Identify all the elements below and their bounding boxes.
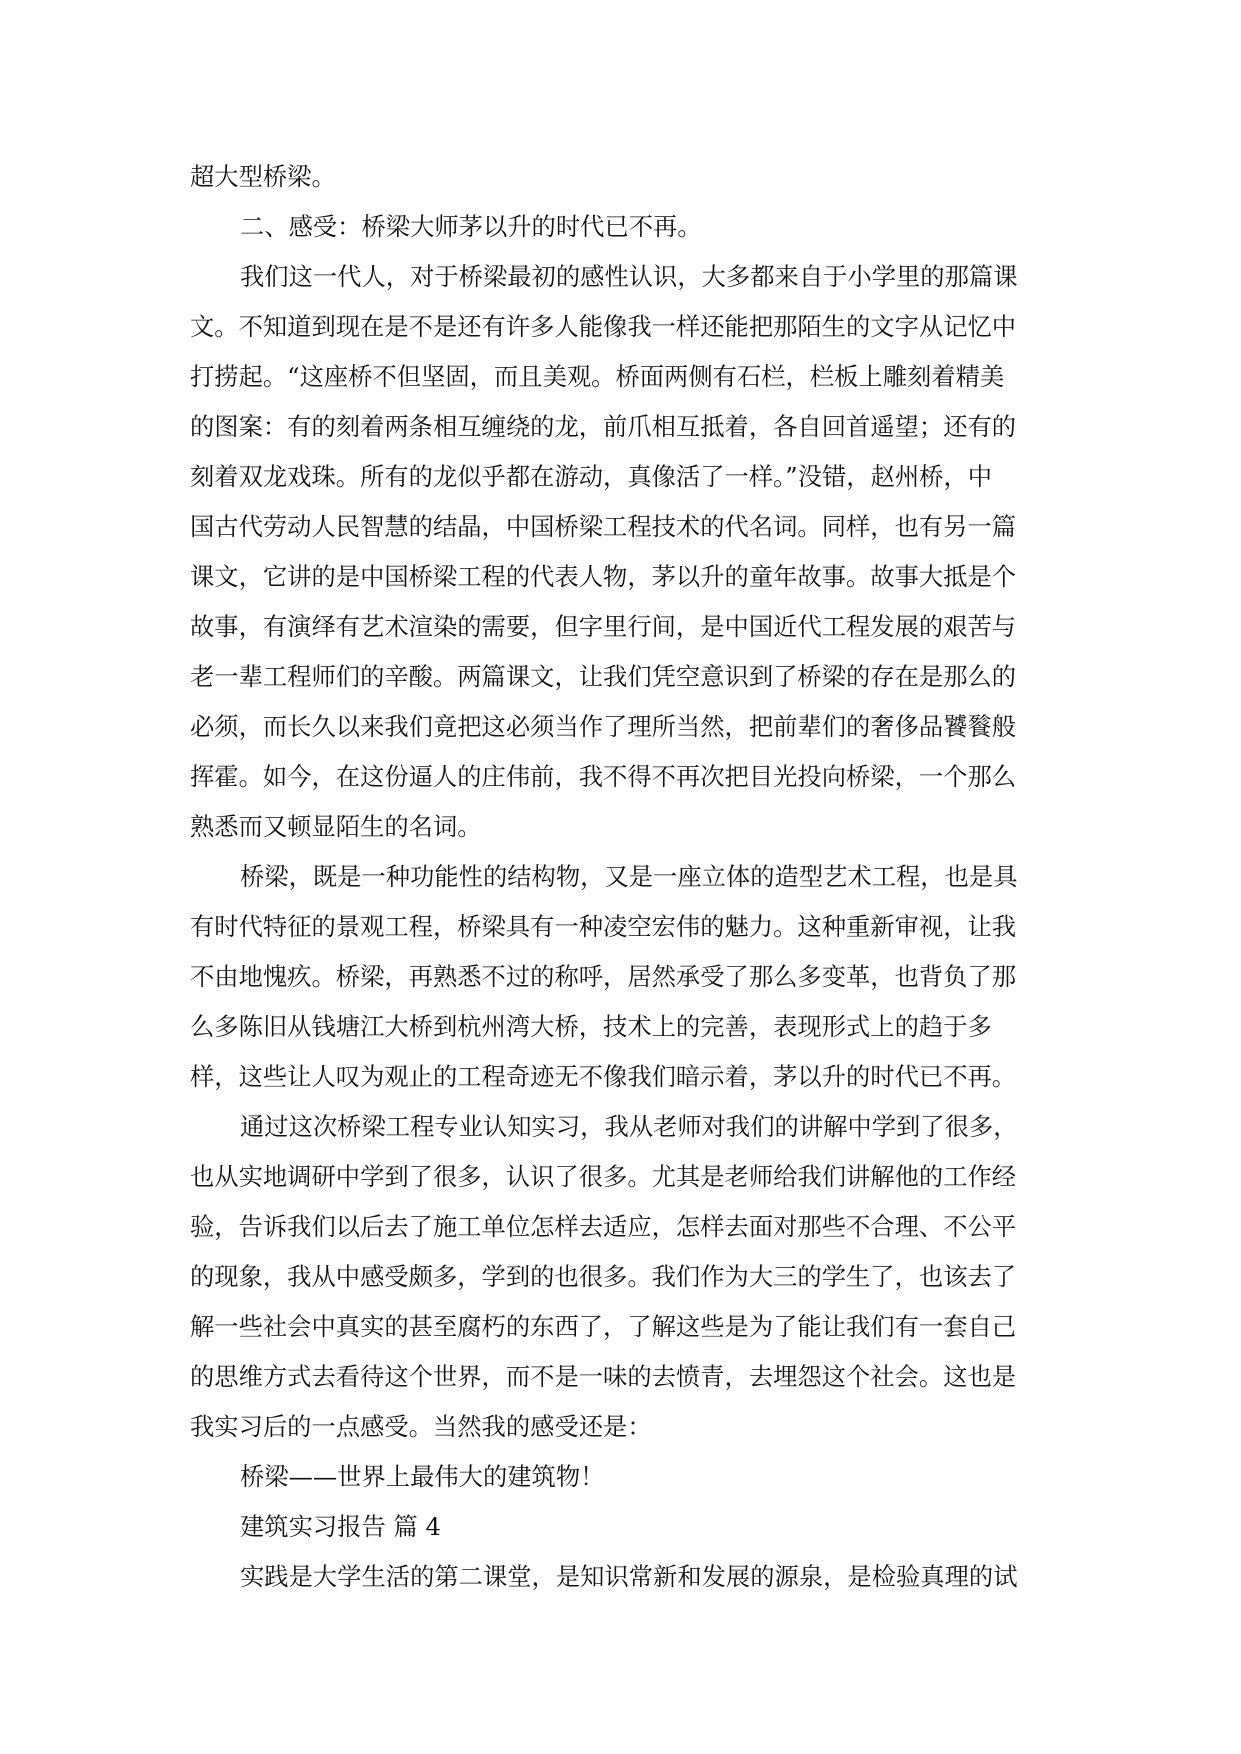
text-line: 国古代劳动人民智慧的结晶，中国桥梁工程技术的代名词。同样，也有另一篇 <box>190 512 1017 541</box>
text-line: 故事，有演绎有艺术渲染的需要，但字里行间，是中国近代工程发展的艰苦与 <box>190 612 1017 641</box>
text-line: 打捞起。“这座桥不但坚固，而且美观。桥面两侧有石栏，栏板上雕刻着精美 <box>190 362 1005 391</box>
text-line: 刻着双龙戏珠。所有的龙似乎都在游动，真像活了一样。”没错，赵州桥，中 <box>190 462 993 491</box>
text-line: 挥霍。如今，在这份逼人的庄伟前，我不得不再次把目光投向桥梁，一个那么 <box>190 762 1017 791</box>
text-line: 也从实地调研中学到了很多，认识了很多。尤其是老师给我们讲解他的工作经 <box>190 1162 1017 1191</box>
text-line: 老一辈工程师们的辛酸。两篇课文，让我们凭空意识到了桥梁的存在是那么的 <box>190 662 1017 691</box>
text-line: 桥梁，既是一种功能性的结构物，又是一座立体的造型艺术工程，也是具 <box>240 862 1018 891</box>
text-line: 不由地愧疚。桥梁，再熟悉不过的称呼，居然承受了那么多变革，也背负了那 <box>190 962 1017 991</box>
text-line: 必须，而长久以来我们竟把这必须当作了理所当然，把前辈们的奢侈品饕餮般 <box>190 712 1017 741</box>
text-line: 验，告诉我们以后去了施工单位怎样去适应，怎样去面对那些不合理、不公平 <box>190 1212 1017 1241</box>
text-line: 通过这次桥梁工程专业认知实习，我从老师对我们的讲解中学到了很多， <box>240 1112 1018 1141</box>
text-line: 的现象，我从中感受颇多，学到的也很多。我们作为大三的学生了，也该去了 <box>190 1262 1017 1291</box>
text-line: 解一些社会中真实的甚至腐朽的东西了，了解这些是为了能让我们有一套自己 <box>190 1312 1017 1341</box>
text-line: 课文，它讲的是中国桥梁工程的代表人物，茅以升的童年故事。故事大抵是个 <box>190 562 1017 591</box>
text-line: 样，这些让人叹为观止的工程奇迹无不像我们暗示着，茅以升的时代已不再。 <box>190 1062 1017 1091</box>
text-line: 建筑实习报告 篇 4 <box>240 1512 441 1541</box>
text-line: 超大型桥梁。 <box>190 162 336 191</box>
text-line: 我实习后的一点感受。当然我的感受还是： <box>190 1412 652 1441</box>
text-line: 二、感受：桥梁大师茅以升的时代已不再。 <box>240 212 702 241</box>
text-line: 桥梁——世界上最伟大的建筑物！ <box>240 1462 605 1491</box>
text-line: 么多陈旧从钱塘江大桥到杭州湾大桥，技术上的完善，表现形式上的趋于多 <box>190 1012 992 1041</box>
text-line: 文。不知道到现在是不是还有许多人能像我一样还能把那陌生的文字从记忆中 <box>190 312 1017 341</box>
text-line: 实践是大学生活的第二课堂，是知识常新和发展的源泉，是检验真理的试 <box>240 1562 1018 1591</box>
text-line: 的图案：有的刻着两条相互缠绕的龙，前爪相互抵着，各自回首遥望；还有的 <box>190 412 1017 441</box>
document-body <box>190 152 1052 1602</box>
text-line: 我们这一代人，对于桥梁最初的感性认识，大多都来自于小学里的那篇课 <box>240 262 1018 291</box>
text-line: 有时代特征的景观工程，桥梁具有一种凌空宏伟的魅力。这种重新审视，让我 <box>190 912 1017 941</box>
text-line: 的思维方式去看待这个世界，而不是一味的去愤青，去埋怨这个社会。这也是 <box>190 1362 1017 1391</box>
text-line: 熟悉而又顿显陌生的名词。 <box>190 812 482 841</box>
